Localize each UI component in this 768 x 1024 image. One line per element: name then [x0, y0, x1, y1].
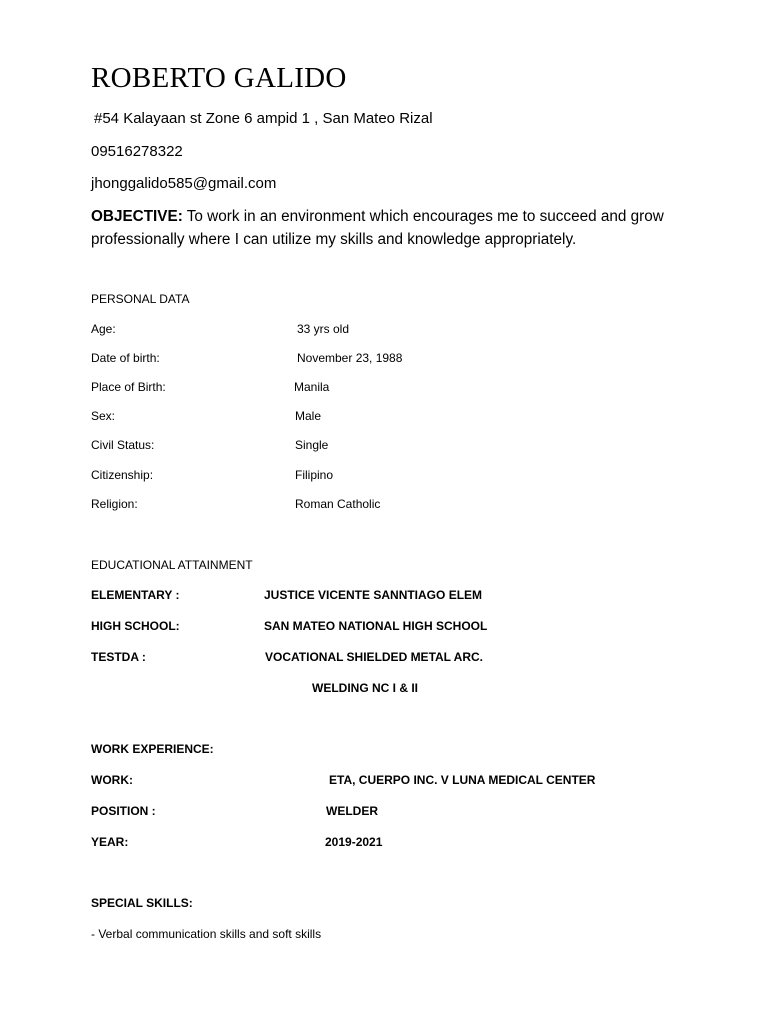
- special-skills-heading: SPECIAL SKILLS:: [91, 896, 193, 910]
- personal-label-citizenship: Citizenship:: [91, 468, 154, 482]
- personal-label-dob: Date of birth:: [91, 351, 160, 365]
- personal-label-civil-status: Civil Status:: [91, 438, 155, 452]
- work-value-work: ETA, CUERPO INC. V LUNA MEDICAL CENTER: [329, 773, 596, 787]
- personal-value-civil-status: Single: [295, 438, 329, 452]
- work-label-work: WORK:: [91, 773, 133, 787]
- personal-label-age: Age:: [91, 322, 116, 336]
- personal-value-age: 33 yrs old: [297, 322, 350, 336]
- applicant-name: ROBERTO GALIDO: [91, 62, 347, 94]
- personal-value-birthplace: Manila: [294, 380, 330, 394]
- education-heading: EDUCATIONAL ATTAINMENT: [91, 558, 253, 572]
- email-address: jhonggalido585@gmail.com: [91, 175, 277, 192]
- personal-value-sex: Male: [295, 409, 322, 423]
- personal-label-sex: Sex:: [91, 409, 116, 423]
- address: #54 Kalayaan st Zone 6 ampid 1 , San Mateo Rizal: [94, 110, 433, 127]
- personal-label-religion: Religion:: [91, 497, 138, 511]
- objective-text: To work in an environment which encourages me to succeed and grow professionally where I can utilize my skills and knowledge appropriately.: [91, 208, 664, 248]
- personal-data-heading: PERSONAL DATA: [91, 292, 190, 306]
- work-experience-heading: WORK EXPERIENCE:: [91, 742, 214, 756]
- work-value-position: WELDER: [326, 804, 378, 818]
- personal-label-birthplace: Place of Birth:: [91, 380, 166, 394]
- skill-item: - Verbal communication skills and soft skills: [91, 927, 322, 941]
- education-label-highschool: HIGH SCHOOL:: [91, 619, 180, 633]
- education-value-testda: VOCATIONAL SHIELDED METAL ARC.: [265, 650, 484, 664]
- objective-label: OBJECTIVE:: [91, 208, 183, 225]
- work-value-year: 2019-2021: [325, 835, 383, 849]
- education-testda-continuation: WELDING NC I & II: [312, 681, 418, 695]
- work-label-position: POSITION :: [91, 804, 156, 818]
- personal-value-citizenship: Filipino: [295, 468, 334, 482]
- personal-value-dob: November 23, 1988: [297, 351, 403, 365]
- work-label-year: YEAR:: [91, 835, 129, 849]
- education-value-highschool: SAN MATEO NATIONAL HIGH SCHOOL: [264, 619, 488, 633]
- personal-value-religion: Roman Catholic: [295, 497, 381, 511]
- objective-paragraph: [91, 205, 691, 251]
- education-label-elementary: ELEMENTARY :: [91, 588, 180, 602]
- phone-number: 09516278322: [91, 143, 183, 160]
- education-label-testda: TESTDA :: [91, 650, 146, 664]
- education-value-elementary: JUSTICE VICENTE SANNTIAGO ELEM: [264, 588, 483, 602]
